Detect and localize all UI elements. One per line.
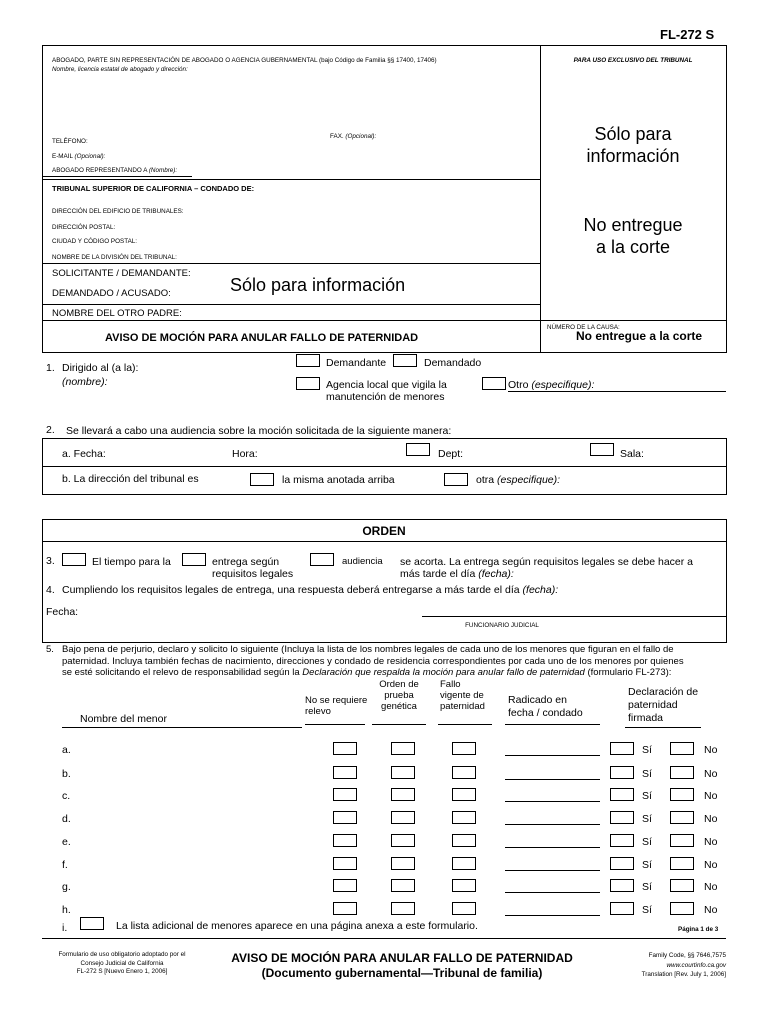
- respondent-label: DEMANDADO / ACUSADO:: [52, 288, 171, 299]
- genetic-test-checkbox[interactable]: [391, 811, 415, 824]
- court-city-label: CIUDAD Y CÓDIGO POSTAL:: [52, 238, 138, 245]
- declaration-yes-checkbox[interactable]: [610, 742, 634, 755]
- child-row-letter: e.: [62, 836, 71, 848]
- hearing-time-label: Hora:: [232, 448, 258, 460]
- no-relief-checkbox[interactable]: [333, 879, 357, 892]
- case-number-label: NÚMERO DE LA CAUSA:: [547, 324, 620, 331]
- section1-name-label: (nombre):: [62, 376, 108, 388]
- no-deliver-stamp: No entregue a la corte: [583, 215, 683, 257]
- genetic-test-checkbox[interactable]: [391, 742, 415, 755]
- filed-date-line: [505, 915, 600, 916]
- no-label: No: [704, 744, 718, 756]
- no-relief-checkbox[interactable]: [333, 811, 357, 824]
- page-number: Página 1 de 3: [678, 926, 719, 933]
- genetic-test-checkbox[interactable]: [391, 857, 415, 870]
- no-relief-checkbox[interactable]: [333, 857, 357, 870]
- col-genetic: Orden de prueba genética: [379, 679, 419, 712]
- declaration-yes-checkbox[interactable]: [610, 902, 634, 915]
- adopted-text: Formulario de uso obligatorio adoptado por el Consejo Judicial de California FL-272 S [Nuevo Enero 1, 2006]: [58, 951, 186, 975]
- no-relief-checkbox[interactable]: [333, 742, 357, 755]
- hearing-label: audiencia: [342, 556, 383, 567]
- petitioner-checkbox[interactable]: [296, 354, 320, 367]
- judgment-checkbox[interactable]: [452, 811, 476, 824]
- child-row-letter: d.: [62, 813, 71, 825]
- filed-date-line: [505, 779, 600, 780]
- declaration-no-checkbox[interactable]: [670, 811, 694, 824]
- section2-label: Se llevará a cabo una audiencia sobre la moción solicitada de la siguiente manera:: [66, 425, 452, 437]
- court-use-label: PARA USO EXCLUSIVO DEL TRIBUNAL: [573, 57, 693, 64]
- judgment-checkbox[interactable]: [452, 788, 476, 801]
- form-id: FL-272 S: [660, 27, 715, 42]
- child-row-letter: b.: [62, 768, 71, 780]
- attorney-label: ABOGADO, PARTE SIN REPRESENTACIÓN DE ABOGADO O AGENCIA GUBERNAMENTAL (bajo Código de Familia §§ 17400, 17406): [52, 57, 437, 64]
- case-number-watermark: No entregue a la corte: [576, 329, 703, 343]
- child-row-letter: a.: [62, 744, 71, 756]
- agency-option: Agencia local que vigila la manutención de menores: [326, 379, 447, 403]
- yes-label: Sí: [642, 790, 652, 802]
- child-row-letter: f.: [62, 859, 68, 871]
- child-row-letter: g.: [62, 881, 71, 893]
- service-checkbox[interactable]: [182, 553, 206, 566]
- declaration-no-checkbox[interactable]: [670, 766, 694, 779]
- declaration-no-checkbox[interactable]: [670, 788, 694, 801]
- judgment-checkbox[interactable]: [452, 857, 476, 870]
- no-label: No: [704, 904, 718, 916]
- genetic-test-checkbox[interactable]: [391, 766, 415, 779]
- judgment-checkbox[interactable]: [452, 879, 476, 892]
- declaration-no-checkbox[interactable]: [670, 834, 694, 847]
- court-address-label: b. La dirección del tribunal es: [62, 473, 199, 485]
- section5-text: Bajo pena de perjurio, declaro y solicito lo siguiente (Incluya la lista de los nombres legales de cada uno de los menores que figuran en el fallo de paternidad. Incluya también fechas de nacimiento, direcciones y condado de residencia correspondientes por cada uno de los menores por quienes se esté solicitando el relevo de responsabilidad según la Declaración que respalda la moción para anular fallo de paternidad (formulario FL-273):: [62, 644, 684, 678]
- col-child-name: Nombre del menor: [80, 713, 167, 725]
- other-address-label: otra (especifique):: [476, 474, 561, 486]
- filed-date-line: [505, 824, 600, 825]
- order-title: ORDEN: [362, 524, 406, 538]
- court-street-label: DIRECCIÓN DEL EDIFICIO DE TRIBUNALES:: [52, 208, 184, 215]
- yes-label: Sí: [642, 744, 652, 756]
- declaration-yes-checkbox[interactable]: [610, 879, 634, 892]
- petitioner-option: Demandante: [326, 357, 387, 369]
- form-title: AVISO DE MOCIÓN PARA ANULAR FALLO DE PATERNIDAD: [105, 332, 419, 344]
- court-title: TRIBUNAL SUPERIOR DE CALIFORNIA – CONDADO DE:: [52, 184, 255, 193]
- declaration-no-checkbox[interactable]: [670, 902, 694, 915]
- yes-label: Sí: [642, 813, 652, 825]
- filed-date-line: [505, 892, 600, 893]
- petitioner-label: SOLICITANTE / DEMANDANTE:: [52, 268, 191, 279]
- judgment-checkbox[interactable]: [452, 766, 476, 779]
- col-no-relief: No se requiere relevo: [305, 695, 368, 717]
- no-relief-checkbox[interactable]: [333, 834, 357, 847]
- row-i-checkbox[interactable]: [80, 917, 104, 930]
- other-checkbox[interactable]: [482, 377, 506, 390]
- hearing-date-label: a. Fecha:: [62, 448, 106, 460]
- declaration-no-checkbox[interactable]: [670, 879, 694, 892]
- respondent-option: Demandado: [424, 357, 482, 369]
- declaration-yes-checkbox[interactable]: [610, 788, 634, 801]
- no-label: No: [704, 768, 718, 780]
- other-address-checkbox[interactable]: [444, 473, 468, 486]
- yes-label: Sí: [642, 836, 652, 848]
- col-judgment: Fallo vigente de paternidad: [440, 679, 485, 712]
- yes-label: Sí: [642, 904, 652, 916]
- no-label: No: [704, 881, 718, 893]
- info-only-stamp-1: Sólo para información: [586, 124, 680, 166]
- declaration-no-checkbox[interactable]: [670, 857, 694, 870]
- no-relief-checkbox[interactable]: [333, 766, 357, 779]
- row-i-text: La lista adicional de menores aparece en una página anexa a este formulario.: [116, 920, 478, 932]
- email-label: E-MAIL (Opcional):: [52, 153, 106, 160]
- other-parent-label: NOMBRE DEL OTRO PADRE:: [52, 308, 182, 319]
- yes-label: Sí: [642, 881, 652, 893]
- child-row-letter: h.: [62, 904, 71, 916]
- shortened-text: se acorta. La entrega según requisitos legales se debe hacer a más tarde el día (fecha):: [400, 556, 694, 580]
- no-label: No: [704, 790, 718, 802]
- col-declaration: Declaración de paternidad firmada: [628, 686, 699, 724]
- filed-date-line: [505, 870, 600, 871]
- attorney-sublabel: Nombre, licencia estatal de abogado y dirección:: [52, 66, 188, 73]
- fax-label: FAX. (Opcional):: [330, 133, 377, 140]
- section1-num: 1.: [46, 362, 55, 374]
- time-for-checkbox[interactable]: [62, 553, 86, 566]
- judgment-checkbox[interactable]: [452, 902, 476, 915]
- service-label: entrega según requisitos legales: [212, 556, 294, 580]
- section1-label: Dirigido al (a la):: [62, 362, 139, 374]
- judicial-officer-label: FUNCIONARIO JUDICIAL: [465, 622, 539, 629]
- filed-date-line: [505, 847, 600, 848]
- declaration-yes-checkbox[interactable]: [610, 857, 634, 870]
- genetic-test-checkbox[interactable]: [391, 879, 415, 892]
- no-label: No: [704, 813, 718, 825]
- other-option: Otro (especifique):: [508, 379, 595, 391]
- phone-label: TELÉFONO:: [52, 138, 88, 145]
- same-address-checkbox[interactable]: [250, 473, 274, 486]
- judgment-checkbox[interactable]: [452, 742, 476, 755]
- judgment-checkbox[interactable]: [452, 834, 476, 847]
- no-relief-checkbox[interactable]: [333, 902, 357, 915]
- room-checkbox[interactable]: [590, 443, 614, 456]
- hearing-checkbox[interactable]: [310, 553, 334, 566]
- caption-info-only: Sólo para información: [230, 275, 406, 295]
- no-relief-checkbox[interactable]: [333, 788, 357, 801]
- court-mailing-label: DIRECCIÓN POSTAL:: [52, 224, 116, 231]
- no-label: No: [704, 859, 718, 871]
- col-filed: Radicado en fecha / condado: [508, 694, 583, 719]
- genetic-test-checkbox[interactable]: [391, 902, 415, 915]
- court-website-link[interactable]: www.courtinfo.ca.gov: [666, 961, 726, 969]
- yes-label: Sí: [642, 768, 652, 780]
- no-label: No: [704, 836, 718, 848]
- yes-label: Sí: [642, 859, 652, 871]
- agency-checkbox[interactable]: [296, 377, 320, 390]
- declaration-no-checkbox[interactable]: [670, 742, 694, 755]
- row-i-label: i.: [62, 922, 68, 934]
- genetic-test-checkbox[interactable]: [391, 834, 415, 847]
- declaration-yes-checkbox[interactable]: [610, 766, 634, 779]
- section2-num: 2.: [46, 424, 55, 436]
- section5-num: 5.: [46, 644, 54, 655]
- court-branch-label: NOMBRE DE LA DIVISIÓN DEL TRIBUNAL:: [52, 254, 177, 261]
- filed-date-line: [505, 801, 600, 802]
- footer-code: Family Code, §§ 7646,7575 www.courtinfo.ca.gov Translation [Rev. July 1, 2006]: [580, 951, 726, 980]
- same-address-label: la misma anotada arriba: [282, 474, 395, 486]
- declaration-yes-checkbox[interactable]: [610, 834, 634, 847]
- room-label: Sala:: [620, 448, 644, 460]
- order4-num: 4.: [46, 584, 55, 596]
- attorney-for-label: ABOGADO REPRESENTANDO A (Nombre):: [52, 167, 178, 174]
- footer-title: AVISO DE MOCIÓN PARA ANULAR FALLO DE PATERNIDAD (Documento gubernamental—Tribunal de familia): [231, 951, 573, 980]
- order-date-label: Fecha:: [46, 606, 79, 618]
- dept-checkbox[interactable]: [406, 443, 430, 456]
- response-text: Cumpliendo los requisitos legales de entrega, una respuesta deberá entregarse a más tarde el día (fecha):: [62, 584, 559, 596]
- dept-label: Dept:: [438, 448, 464, 460]
- order3-num: 3.: [46, 555, 55, 567]
- respondent-checkbox[interactable]: [393, 354, 417, 367]
- time-for-label: El tiempo para la: [92, 556, 171, 568]
- declaration-yes-checkbox[interactable]: [610, 811, 634, 824]
- genetic-test-checkbox[interactable]: [391, 788, 415, 801]
- filed-date-line: [505, 755, 600, 756]
- child-row-letter: c.: [62, 790, 71, 802]
